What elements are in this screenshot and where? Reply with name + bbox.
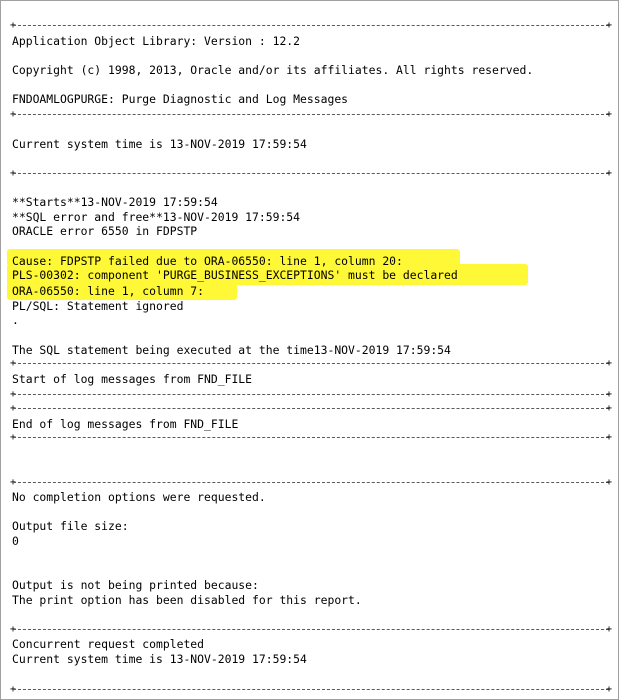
separator-line [11,111,611,118]
ora-error-line: ORA-06550: line 1, column 7: [12,284,205,298]
separator-line [11,434,611,441]
separator-plus-left: + [10,403,17,414]
separator-plus-right: + [605,403,612,414]
no-completion-options-line: No completion options were requested. [12,490,266,504]
separator-plus-left: + [10,389,17,400]
separator-line [11,479,611,486]
separator-plus-right: + [605,624,612,635]
separator-plus-right: + [605,20,612,31]
system-time-end-line: Current system time is 13-NOV-2019 17:59:54 [12,652,307,666]
copyright-line: Copyright (c) 1998, 2013, Oracle and/or its affiliates. All rights reserved. [12,63,534,77]
separator-line [11,686,611,693]
program-name-line: FNDOAMLOGPURGE: Purge Diagnostic and Log Messages [12,92,349,106]
separator-plus-left: + [10,432,17,443]
separator-plus-left: + [10,624,17,635]
separator-plus-right: + [605,109,612,120]
separator-plus-left: + [10,20,17,31]
separator-plus-right: + [605,358,612,369]
separator-line [11,391,611,398]
separator-plus-right: + [605,389,612,400]
separator-plus-left: + [10,358,17,369]
log-start-line: Start of log messages from FND_FILE [12,372,253,386]
separator-plus-right: + [605,477,612,488]
separator-plus-right: + [605,684,612,695]
starts-line: **Starts**13-NOV-2019 17:59:54 [12,195,218,209]
app-version-line: Application Object Library: Version : 12.2 [12,34,301,48]
dot-line: . [12,313,19,327]
pls-error-line: PLS-00302: component 'PURGE_BUSINESS_EXCEPTIONS' must be declared [12,268,458,282]
request-completed-line: Concurrent request completed [12,637,205,651]
sql-statement-line: The SQL statement being executed at the time13-NOV-2019 17:59:54 [12,343,451,357]
separator-plus-left: + [10,477,17,488]
separator-line [11,22,611,29]
separator-line [11,405,611,412]
oracle-error-line: ORACLE error 6550 in FDPSTP [12,224,198,238]
separator-line [11,360,611,367]
separator-line [11,170,611,177]
cause-line: Cause: FDPSTP failed due to ORA-06550: line 1, column 20: [12,254,403,268]
separator-plus-left: + [10,109,17,120]
system-time-start-line: Current system time is 13-NOV-2019 17:59:54 [12,137,307,151]
separator-plus-left: + [10,168,17,179]
not-printed-line: Output is not being printed because: [12,578,259,592]
plsql-ignored-line: PL/SQL: Statement ignored [12,299,184,313]
log-end-line: End of log messages from FND_FILE [12,417,239,431]
output-size-label-line: Output file size: [12,519,129,533]
separator-plus-right: + [605,432,612,443]
separator-plus-right: + [605,168,612,179]
sql-error-line: **SQL error and free**13-NOV-2019 17:59:54 [12,210,301,224]
separator-line [11,626,611,633]
separator-plus-left: + [10,684,17,695]
print-disabled-line: The print option has been disabled for this report. [12,593,362,607]
output-size-value-line: 0 [12,534,19,548]
